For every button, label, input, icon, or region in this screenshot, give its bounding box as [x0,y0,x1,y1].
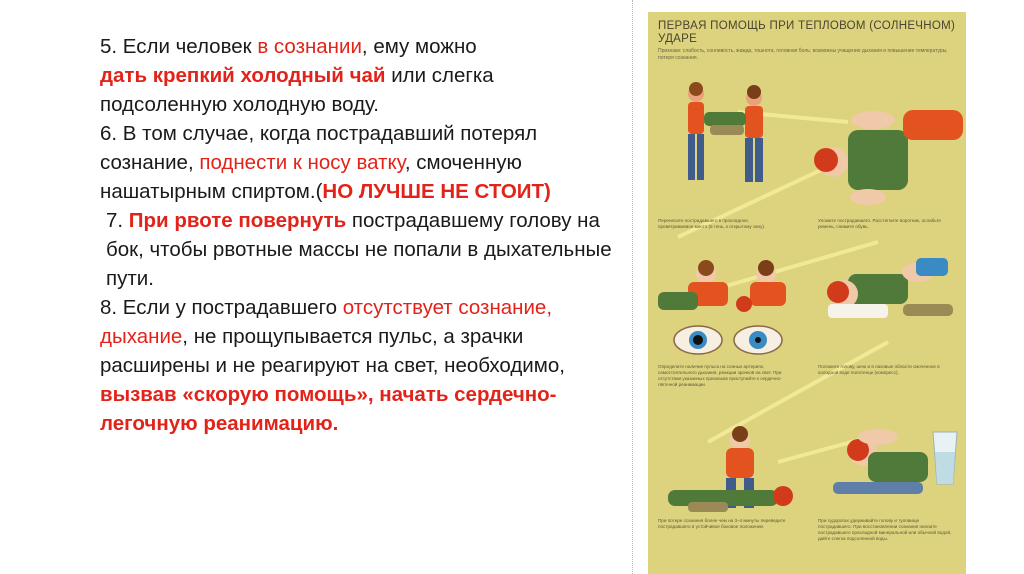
poster-subtitle: Признаки: слабость, сонливость, жажда, тошнота, головная боль; возможны учащение дыхания и повышение температуры, потеря сознания. [658,48,948,61]
item-8 [100,293,620,438]
hold-head-illustration [833,429,928,494]
poster-title: ПЕРВАЯ ПОМОЩЬ ПРИ ТЕПЛОВОМ (СОЛНЕЧНОМ) УДАРЕ [658,20,956,45]
carry-victim-illustration [688,82,763,182]
item-6-text: 6. В том случае, когда пострадавший потерял сознание, [100,122,538,174]
item-5-highlight: в сознании [257,35,362,58]
poster-caption-6: При судорогах удерживайте голову и туловище пострадавшего. При восстановлении сознания напоите пострадавшего прохладной минеральной или обычной водой, дайте слегка подсоленной воды. [818,518,952,541]
item-5-emphasis: дать крепкий холодный чай [100,64,386,87]
item-6 [100,119,620,206]
item-8-highlight: отсутствует сознание, дыхание [100,296,553,348]
poster-illustrations [648,12,966,574]
connector-line [708,342,888,442]
item-5 [100,32,620,119]
item-5-text-cont: , ему можно [361,35,477,58]
slide-text [100,32,620,438]
item-6-text-cont: , смоченную нашатырным спиртом.( [100,151,522,203]
check-pulse-illustration [658,260,786,312]
poster-caption-2: Уложите пострадавшего. Расстегните воротник, ослабьте ремень, снимите обувь. [818,218,941,229]
compress-illustration [827,258,953,318]
item-5-text: 5. Если человек [100,35,258,58]
item-6-warning: НО ЛУЧШЕ НЕ СТОИТ) [322,180,551,203]
item-8-emphasis: вызвав «скорую помощь», начать сердечно-легочную реанимацию. [100,383,557,435]
item-8-text-cont: , не прощупывается пульс, а зрачки расширены и не реагируют на свет, необходимо, [100,325,565,377]
water-glass-icon [933,432,957,484]
item-7 [100,206,620,293]
poster-caption-4: Положите голову, шею и в паховые области смоченное в холодной воде полотенце (компресс). [818,364,940,375]
first-aid-poster [648,12,966,574]
item-8-text: 8. Если у пострадавшего [100,296,343,319]
item-5-text-end: или слегка подсоленную холодную воду. [100,64,494,116]
item-7-text: пострадавшему голову на бок, чтобы рвотные массы не попали в дыхательные пути. [106,209,612,290]
item-6-highlight: поднести к носу ватку [199,151,405,174]
item-7-number: 7. [106,209,129,232]
eyes-illustration [674,326,782,354]
item-7-emphasis: При рвоте повернуть [128,209,347,232]
poster-caption-5: При потере сознания более чем на 3–4 минуты переведите пострадавшего в устойчивое боковое положение. [658,518,786,529]
divider [632,0,633,574]
lay-victim-illustration [814,110,963,205]
recovery-position-illustration [668,426,793,512]
poster-caption-3: Определите наличие пульса на сонных артериях, самостоятельного дыхания, реакции зрачков на свет. При отсутствии указанных признаков приступайте к сердечно-лёгочной реанимации. [658,364,782,387]
poster-caption-1: Перенесите пострадавшего в прохладное, проветриваемое место (в тень, к открытому окну). [658,218,766,229]
